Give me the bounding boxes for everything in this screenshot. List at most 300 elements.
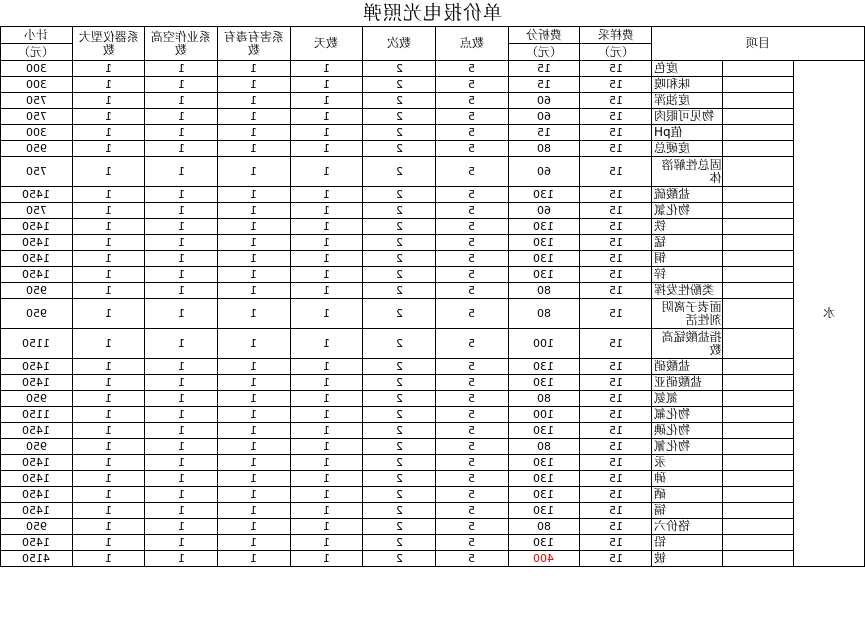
cell-times: 2 bbox=[363, 519, 436, 535]
cell-analysis: 130 bbox=[508, 471, 580, 487]
cell-high: 1 bbox=[145, 487, 218, 503]
cell-sampling: 15 bbox=[580, 423, 652, 439]
cell-toxic: 1 bbox=[218, 299, 291, 329]
cell-toxic: 1 bbox=[218, 471, 291, 487]
cell-subtotal: 950 bbox=[1, 519, 73, 535]
table-row bbox=[1, 535, 865, 551]
cell-days: 1 bbox=[290, 487, 363, 503]
cell-points: 5 bbox=[435, 455, 508, 471]
cell-analysis: 130 bbox=[508, 423, 580, 439]
cell-item-name: 度色 bbox=[652, 61, 723, 77]
table-row bbox=[1, 93, 865, 109]
header-item: 目项 bbox=[652, 27, 865, 61]
cell-analysis: 80 bbox=[508, 439, 580, 455]
cell-times: 2 bbox=[363, 235, 436, 251]
table-row bbox=[1, 187, 865, 203]
cell-toxic: 1 bbox=[218, 203, 291, 219]
cell-subtotal: 750 bbox=[1, 157, 73, 187]
table-row bbox=[1, 77, 865, 93]
cell-high: 1 bbox=[145, 235, 218, 251]
cell-high: 1 bbox=[145, 109, 218, 125]
cell-high: 1 bbox=[145, 551, 218, 567]
cell-toxic: 1 bbox=[218, 329, 291, 359]
cell-times: 2 bbox=[363, 551, 436, 567]
cell-blank bbox=[722, 251, 794, 267]
cell-high: 1 bbox=[145, 157, 218, 187]
table-row bbox=[1, 391, 865, 407]
cell-subtotal: 1450 bbox=[1, 423, 73, 439]
cell-analysis: 60 bbox=[508, 93, 580, 109]
cell-sampling: 15 bbox=[580, 141, 652, 157]
cell-subtotal: 300 bbox=[1, 125, 73, 141]
cell-instrument: 1 bbox=[72, 219, 145, 235]
cell-sampling: 15 bbox=[580, 471, 652, 487]
cell-subtotal: 1450 bbox=[1, 375, 73, 391]
table-row bbox=[1, 423, 865, 439]
cell-analysis: 80 bbox=[508, 299, 580, 329]
cell-high: 1 bbox=[145, 219, 218, 235]
cell-days: 1 bbox=[290, 439, 363, 455]
cell-sampling: 15 bbox=[580, 187, 652, 203]
cell-high: 1 bbox=[145, 141, 218, 157]
cell-sampling: 15 bbox=[580, 487, 652, 503]
cell-item-name: 盐酸硝 bbox=[652, 359, 723, 375]
cell-points: 5 bbox=[435, 487, 508, 503]
cell-analysis: 80 bbox=[508, 141, 580, 157]
cell-toxic: 1 bbox=[218, 407, 291, 423]
cell-item-name: 汞 bbox=[652, 455, 723, 471]
cell-times: 2 bbox=[363, 503, 436, 519]
header-sampling-fee: 费样采 bbox=[580, 27, 652, 44]
cell-instrument: 1 bbox=[72, 203, 145, 219]
header-high-altitude: 系业作空高数 bbox=[145, 27, 218, 61]
cell-points: 5 bbox=[435, 471, 508, 487]
cell-analysis: 60 bbox=[508, 203, 580, 219]
cell-high: 1 bbox=[145, 77, 218, 93]
cell-instrument: 1 bbox=[72, 407, 145, 423]
header-analysis-fee: 费析分 bbox=[508, 27, 580, 44]
cell-subtotal: 950 bbox=[1, 299, 73, 329]
cell-analysis: 100 bbox=[508, 407, 580, 423]
cell-sampling: 15 bbox=[580, 219, 652, 235]
cell-instrument: 1 bbox=[72, 109, 145, 125]
cell-sampling: 15 bbox=[580, 535, 652, 551]
cell-points: 5 bbox=[435, 61, 508, 77]
cell-instrument: 1 bbox=[72, 141, 145, 157]
cell-blank bbox=[722, 187, 794, 203]
cell-days: 1 bbox=[290, 283, 363, 299]
cell-item-name: 砷 bbox=[652, 471, 723, 487]
cell-days: 1 bbox=[290, 375, 363, 391]
cell-high: 1 bbox=[145, 299, 218, 329]
cell-subtotal: 1150 bbox=[1, 329, 73, 359]
cell-toxic: 1 bbox=[218, 235, 291, 251]
cell-high: 1 bbox=[145, 203, 218, 219]
cell-toxic: 1 bbox=[218, 503, 291, 519]
cell-item-name: 指盐酸锰高数 bbox=[652, 329, 723, 359]
cell-toxic: 1 bbox=[218, 219, 291, 235]
header-days: 数天 bbox=[290, 27, 363, 61]
cell-days: 1 bbox=[290, 141, 363, 157]
cell-high: 1 bbox=[145, 329, 218, 359]
cell-instrument: 1 bbox=[72, 359, 145, 375]
cell-subtotal: 1450 bbox=[1, 471, 73, 487]
table-row bbox=[1, 157, 865, 187]
cell-category: 水 bbox=[794, 61, 865, 567]
cell-sampling: 15 bbox=[580, 125, 652, 141]
cell-sampling: 15 bbox=[580, 267, 652, 283]
cell-points: 5 bbox=[435, 283, 508, 299]
cell-instrument: 1 bbox=[72, 391, 145, 407]
table-row bbox=[1, 503, 865, 519]
cell-toxic: 1 bbox=[218, 551, 291, 567]
cell-times: 2 bbox=[363, 487, 436, 503]
cell-toxic: 1 bbox=[218, 439, 291, 455]
cell-high: 1 bbox=[145, 125, 218, 141]
cell-times: 2 bbox=[363, 141, 436, 157]
cell-days: 1 bbox=[290, 267, 363, 283]
header-times: 数次 bbox=[363, 27, 436, 61]
table-row bbox=[1, 109, 865, 125]
cell-sampling: 15 bbox=[580, 157, 652, 187]
cell-toxic: 1 bbox=[218, 359, 291, 375]
cell-blank bbox=[722, 551, 794, 567]
table-row bbox=[1, 551, 865, 567]
cell-blank bbox=[722, 93, 794, 109]
cell-item-name: 铁 bbox=[652, 219, 723, 235]
cell-blank bbox=[722, 203, 794, 219]
cell-toxic: 1 bbox=[218, 455, 291, 471]
cell-points: 5 bbox=[435, 187, 508, 203]
cell-days: 1 bbox=[290, 359, 363, 375]
cell-subtotal: 1450 bbox=[1, 251, 73, 267]
cell-blank bbox=[722, 487, 794, 503]
header-points: 数点 bbox=[435, 27, 508, 61]
header-subtotal: 计小 bbox=[1, 27, 73, 44]
cell-toxic: 1 bbox=[218, 77, 291, 93]
cell-instrument: 1 bbox=[72, 125, 145, 141]
cell-sampling: 15 bbox=[580, 519, 652, 535]
cell-subtotal: 1450 bbox=[1, 455, 73, 471]
cell-analysis: 15 bbox=[508, 61, 580, 77]
cell-high: 1 bbox=[145, 519, 218, 535]
cell-sampling: 15 bbox=[580, 235, 652, 251]
header-analysis-unit: （元） bbox=[508, 44, 580, 61]
table-row bbox=[1, 267, 865, 283]
cell-item-name: 类酚性发挥 bbox=[652, 283, 723, 299]
cell-times: 2 bbox=[363, 267, 436, 283]
cell-blank bbox=[722, 375, 794, 391]
cell-item-name: 硒 bbox=[652, 487, 723, 503]
cell-blank bbox=[722, 141, 794, 157]
cell-days: 1 bbox=[290, 471, 363, 487]
cell-sampling: 15 bbox=[580, 551, 652, 567]
cell-blank bbox=[722, 359, 794, 375]
cell-subtotal: 1450 bbox=[1, 219, 73, 235]
cell-item-name: 面表子离阴剂性活 bbox=[652, 299, 723, 329]
cell-toxic: 1 bbox=[218, 375, 291, 391]
table-row bbox=[1, 329, 865, 359]
cell-toxic: 1 bbox=[218, 519, 291, 535]
table-row bbox=[1, 203, 865, 219]
cell-subtotal: 950 bbox=[1, 391, 73, 407]
cell-instrument: 1 bbox=[72, 93, 145, 109]
cell-days: 1 bbox=[290, 219, 363, 235]
cell-days: 1 bbox=[290, 77, 363, 93]
cell-toxic: 1 bbox=[218, 487, 291, 503]
table-row bbox=[1, 283, 865, 299]
table-row bbox=[1, 299, 865, 329]
cell-toxic: 1 bbox=[218, 157, 291, 187]
cell-subtotal: 300 bbox=[1, 61, 73, 77]
cell-days: 1 bbox=[290, 329, 363, 359]
cell-times: 2 bbox=[363, 109, 436, 125]
cell-analysis: 130 bbox=[508, 375, 580, 391]
cell-subtotal: 950 bbox=[1, 141, 73, 157]
cell-days: 1 bbox=[290, 535, 363, 551]
cell-instrument: 1 bbox=[72, 283, 145, 299]
cell-instrument: 1 bbox=[72, 77, 145, 93]
cell-analysis: 130 bbox=[508, 535, 580, 551]
cell-high: 1 bbox=[145, 187, 218, 203]
cell-subtotal: 1450 bbox=[1, 359, 73, 375]
cell-sampling: 15 bbox=[580, 503, 652, 519]
cell-sampling: 15 bbox=[580, 77, 652, 93]
cell-points: 5 bbox=[435, 551, 508, 567]
cell-sampling: 15 bbox=[580, 299, 652, 329]
cell-instrument: 1 bbox=[72, 519, 145, 535]
header-sampling-unit: （元） bbox=[580, 44, 652, 61]
cell-instrument: 1 bbox=[72, 187, 145, 203]
table-row bbox=[1, 235, 865, 251]
cell-item-name: 物化碘 bbox=[652, 423, 723, 439]
cell-instrument: 1 bbox=[72, 487, 145, 503]
cell-times: 2 bbox=[363, 375, 436, 391]
cell-points: 5 bbox=[435, 219, 508, 235]
cell-points: 5 bbox=[435, 77, 508, 93]
cell-days: 1 bbox=[290, 187, 363, 203]
cell-toxic: 1 bbox=[218, 535, 291, 551]
cell-instrument: 1 bbox=[72, 551, 145, 567]
cell-high: 1 bbox=[145, 423, 218, 439]
table-row bbox=[1, 251, 865, 267]
cell-blank bbox=[722, 407, 794, 423]
cell-sampling: 15 bbox=[580, 359, 652, 375]
cell-subtotal: 1450 bbox=[1, 235, 73, 251]
table-row bbox=[1, 519, 865, 535]
cell-blank bbox=[722, 471, 794, 487]
table-row bbox=[1, 487, 865, 503]
cell-blank bbox=[722, 283, 794, 299]
table-row bbox=[1, 455, 865, 471]
cell-blank bbox=[722, 439, 794, 455]
cell-points: 5 bbox=[435, 299, 508, 329]
cell-analysis: 130 bbox=[508, 251, 580, 267]
cell-item-name: 氮氨 bbox=[652, 391, 723, 407]
table-row bbox=[1, 471, 865, 487]
cell-sampling: 15 bbox=[580, 109, 652, 125]
cell-times: 2 bbox=[363, 187, 436, 203]
cell-times: 2 bbox=[363, 439, 436, 455]
cell-sampling: 15 bbox=[580, 329, 652, 359]
cell-subtotal: 750 bbox=[1, 93, 73, 109]
cell-item-name: 物化氟 bbox=[652, 407, 723, 423]
cell-times: 2 bbox=[363, 61, 436, 77]
cell-toxic: 1 bbox=[218, 141, 291, 157]
cell-high: 1 bbox=[145, 375, 218, 391]
table-row bbox=[1, 439, 865, 455]
cell-times: 2 bbox=[363, 407, 436, 423]
cell-days: 1 bbox=[290, 551, 363, 567]
cell-item-name: 铬价六 bbox=[652, 519, 723, 535]
cell-points: 5 bbox=[435, 329, 508, 359]
cell-sampling: 15 bbox=[580, 407, 652, 423]
cell-analysis: 130 bbox=[508, 503, 580, 519]
cell-blank bbox=[722, 157, 794, 187]
cell-blank bbox=[722, 125, 794, 141]
cell-toxic: 1 bbox=[218, 391, 291, 407]
cell-toxic: 1 bbox=[218, 109, 291, 125]
cell-analysis: 130 bbox=[508, 359, 580, 375]
cell-subtotal: 750 bbox=[1, 109, 73, 125]
cell-blank bbox=[722, 61, 794, 77]
cell-subtotal: 1450 bbox=[1, 187, 73, 203]
cell-analysis: 400 bbox=[508, 551, 580, 567]
cell-analysis: 130 bbox=[508, 219, 580, 235]
cell-points: 5 bbox=[435, 109, 508, 125]
cell-times: 2 bbox=[363, 93, 436, 109]
cell-toxic: 1 bbox=[218, 125, 291, 141]
cell-points: 5 bbox=[435, 141, 508, 157]
cell-item-name: 度浊浑 bbox=[652, 93, 723, 109]
cell-days: 1 bbox=[290, 109, 363, 125]
cell-blank bbox=[722, 423, 794, 439]
cell-high: 1 bbox=[145, 359, 218, 375]
cell-blank bbox=[722, 503, 794, 519]
cell-days: 1 bbox=[290, 203, 363, 219]
cell-days: 1 bbox=[290, 503, 363, 519]
header-instrument: 系器仪型大数 bbox=[72, 27, 145, 61]
cell-instrument: 1 bbox=[72, 439, 145, 455]
price-table bbox=[0, 26, 865, 567]
cell-blank bbox=[722, 299, 794, 329]
cell-toxic: 1 bbox=[218, 93, 291, 109]
table-row bbox=[1, 359, 865, 375]
cell-times: 2 bbox=[363, 423, 436, 439]
cell-points: 5 bbox=[435, 157, 508, 187]
cell-times: 2 bbox=[363, 219, 436, 235]
cell-toxic: 1 bbox=[218, 187, 291, 203]
cell-times: 2 bbox=[363, 125, 436, 141]
cell-blank bbox=[722, 77, 794, 93]
cell-instrument: 1 bbox=[72, 455, 145, 471]
cell-sampling: 15 bbox=[580, 93, 652, 109]
cell-points: 5 bbox=[435, 535, 508, 551]
cell-sampling: 15 bbox=[580, 61, 652, 77]
cell-points: 5 bbox=[435, 407, 508, 423]
cell-points: 5 bbox=[435, 359, 508, 375]
cell-instrument: 1 bbox=[72, 503, 145, 519]
cell-high: 1 bbox=[145, 391, 218, 407]
cell-blank bbox=[722, 235, 794, 251]
cell-analysis: 60 bbox=[508, 157, 580, 187]
cell-sampling: 15 bbox=[580, 391, 652, 407]
cell-blank bbox=[722, 391, 794, 407]
cell-instrument: 1 bbox=[72, 471, 145, 487]
cell-subtotal: 1450 bbox=[1, 267, 73, 283]
cell-times: 2 bbox=[363, 391, 436, 407]
cell-toxic: 1 bbox=[218, 283, 291, 299]
table-row bbox=[1, 219, 865, 235]
cell-points: 5 bbox=[435, 203, 508, 219]
cell-times: 2 bbox=[363, 455, 436, 471]
cell-subtotal: 750 bbox=[1, 203, 73, 219]
cell-instrument: 1 bbox=[72, 235, 145, 251]
table-row bbox=[1, 375, 865, 391]
cell-item-name: 铜 bbox=[652, 251, 723, 267]
cell-analysis: 100 bbox=[508, 329, 580, 359]
cell-high: 1 bbox=[145, 251, 218, 267]
cell-item-name: 物化氰 bbox=[652, 439, 723, 455]
cell-instrument: 1 bbox=[72, 157, 145, 187]
cell-analysis: 130 bbox=[508, 187, 580, 203]
cell-subtotal: 1450 bbox=[1, 487, 73, 503]
cell-blank bbox=[722, 455, 794, 471]
cell-days: 1 bbox=[290, 519, 363, 535]
cell-high: 1 bbox=[145, 93, 218, 109]
cell-analysis: 130 bbox=[508, 267, 580, 283]
cell-points: 5 bbox=[435, 391, 508, 407]
cell-instrument: 1 bbox=[72, 61, 145, 77]
cell-analysis: 80 bbox=[508, 391, 580, 407]
cell-subtotal: 1150 bbox=[1, 407, 73, 423]
cell-toxic: 1 bbox=[218, 423, 291, 439]
cell-instrument: 1 bbox=[72, 423, 145, 439]
cell-analysis: 130 bbox=[508, 455, 580, 471]
cell-subtotal: 950 bbox=[1, 283, 73, 299]
cell-times: 2 bbox=[363, 77, 436, 93]
cell-points: 5 bbox=[435, 423, 508, 439]
cell-sampling: 15 bbox=[580, 283, 652, 299]
cell-subtotal: 1450 bbox=[1, 503, 73, 519]
cell-blank bbox=[722, 535, 794, 551]
cell-times: 2 bbox=[363, 203, 436, 219]
cell-blank bbox=[722, 519, 794, 535]
cell-analysis: 15 bbox=[508, 77, 580, 93]
cell-high: 1 bbox=[145, 471, 218, 487]
sheet-title: 单价报电光照弹 bbox=[362, 2, 503, 24]
cell-sampling: 15 bbox=[580, 375, 652, 391]
cell-item-name: 盐酸硫 bbox=[652, 187, 723, 203]
cell-item-name: 味和嗅 bbox=[652, 77, 723, 93]
cell-subtotal: 1450 bbox=[1, 535, 73, 551]
cell-sampling: 15 bbox=[580, 455, 652, 471]
cell-item-name: 铍 bbox=[652, 551, 723, 567]
cell-high: 1 bbox=[145, 455, 218, 471]
cell-instrument: 1 bbox=[72, 535, 145, 551]
cell-item-name: 值pH bbox=[652, 125, 723, 141]
cell-points: 5 bbox=[435, 375, 508, 391]
cell-high: 1 bbox=[145, 61, 218, 77]
cell-high: 1 bbox=[145, 283, 218, 299]
header-subtotal-unit: （元） bbox=[1, 44, 73, 61]
cell-instrument: 1 bbox=[72, 267, 145, 283]
cell-days: 1 bbox=[290, 299, 363, 329]
cell-subtotal: 300 bbox=[1, 77, 73, 93]
cell-analysis: 130 bbox=[508, 487, 580, 503]
cell-days: 1 bbox=[290, 61, 363, 77]
cell-subtotal: 950 bbox=[1, 439, 73, 455]
